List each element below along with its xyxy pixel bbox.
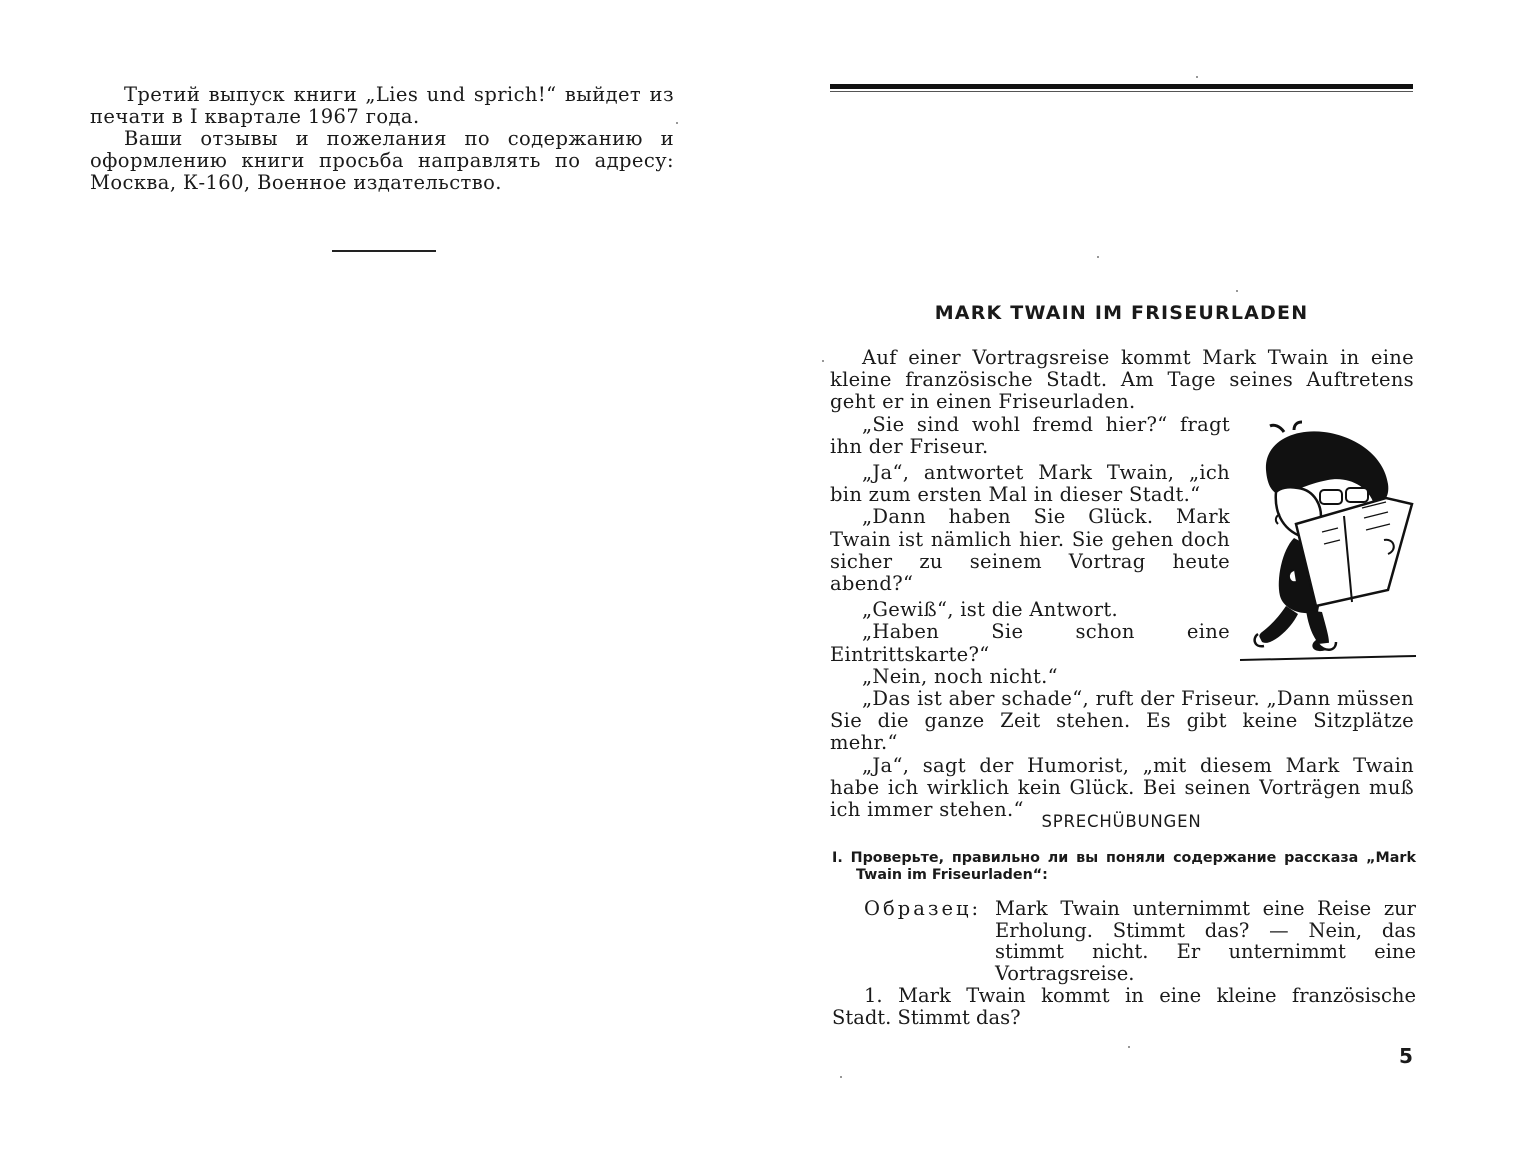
story-paragraph: „Sie sind wohl fremd hier?“ fragt ihn der Friseur. bbox=[830, 412, 1230, 458]
scan-speck bbox=[1236, 290, 1238, 292]
scan-speck bbox=[676, 122, 678, 124]
story-paragraph: „Haben Sie schon eine Eintrittskarte?“ bbox=[830, 620, 1230, 666]
section-heading: SPRECHÜBUNGEN bbox=[1041, 812, 1202, 831]
header-rule-thin bbox=[830, 91, 1413, 92]
story-paragraph: Auf einer Vortragsreise kommt Mark Twain in eine kleine französische Stadt. Am Tage seines Auftretens geht er in einen Friseurladen. bbox=[830, 346, 1414, 414]
model-label: Образец: bbox=[864, 897, 982, 920]
story-paragraph: „Ja“, antwortet Mark Twain, „ich bin zum ersten Mal in dieser Stadt.“ bbox=[830, 461, 1230, 507]
scan-speck bbox=[840, 1076, 842, 1078]
exercise-instruction: I. Проверьте, правильно ли вы поняли содержание рассказа „Mark Twain im Friseurladen“: bbox=[832, 850, 1416, 883]
exercise-item: 1. Mark Twain kommt in eine kleine französische Stadt. Stimmt das? bbox=[832, 984, 1416, 1029]
story-paragraph: „Ja“, sagt der Humorist, „mit diesem Mark Twain habe ich wirklich kein Glück. Bei seinen Vorträgen muß ich immer stehen.“ bbox=[830, 753, 1414, 822]
story-paragraph: „Dann haben Sie Glück. Mark Twain ist nämlich hier. Sie gehen doch sicher zu seinem Vortrag heute abend?“ bbox=[830, 505, 1230, 596]
header-rule bbox=[830, 84, 1413, 89]
story-paragraph: „Nein, noch nicht.“ bbox=[862, 664, 1058, 688]
publication-note: Третий выпуск книги „Lies und sprich!“ выйдет из печати в I квартале 1967 года. bbox=[90, 83, 674, 128]
scan-speck bbox=[1196, 76, 1198, 78]
left-page-text bbox=[90, 84, 674, 194]
scan-speck bbox=[1128, 1046, 1130, 1048]
story-paragraph: „Das ist aber schade“, ruft der Friseur. „Dann müssen Sie die ganze Zeit stehen. Es gibt keine Sitzplätze mehr.“ bbox=[830, 687, 1414, 755]
reading-boy-illustration bbox=[1236, 420, 1420, 666]
story-paragraph: „Gewiß“, ist die Antwort. bbox=[862, 598, 1119, 622]
feedback-note: Ваши отзывы и пожелания по содержанию и оформлению книги просьба направлять по адресу: Москва, К-160, Военное издательство. bbox=[90, 127, 674, 194]
scan-speck bbox=[1097, 256, 1099, 258]
model-text: Mark Twain unternimmt eine Reise zur Erholung. Stimmt das? — Nein, das stimmt nicht. Er unternimmt eine Vortragsreise. bbox=[995, 897, 1416, 985]
left-divider bbox=[332, 250, 436, 252]
story-title: MARK TWAIN IM FRISEURLADEN bbox=[934, 302, 1309, 324]
page-number: 5 bbox=[1399, 1044, 1413, 1068]
scan-speck bbox=[822, 360, 824, 362]
